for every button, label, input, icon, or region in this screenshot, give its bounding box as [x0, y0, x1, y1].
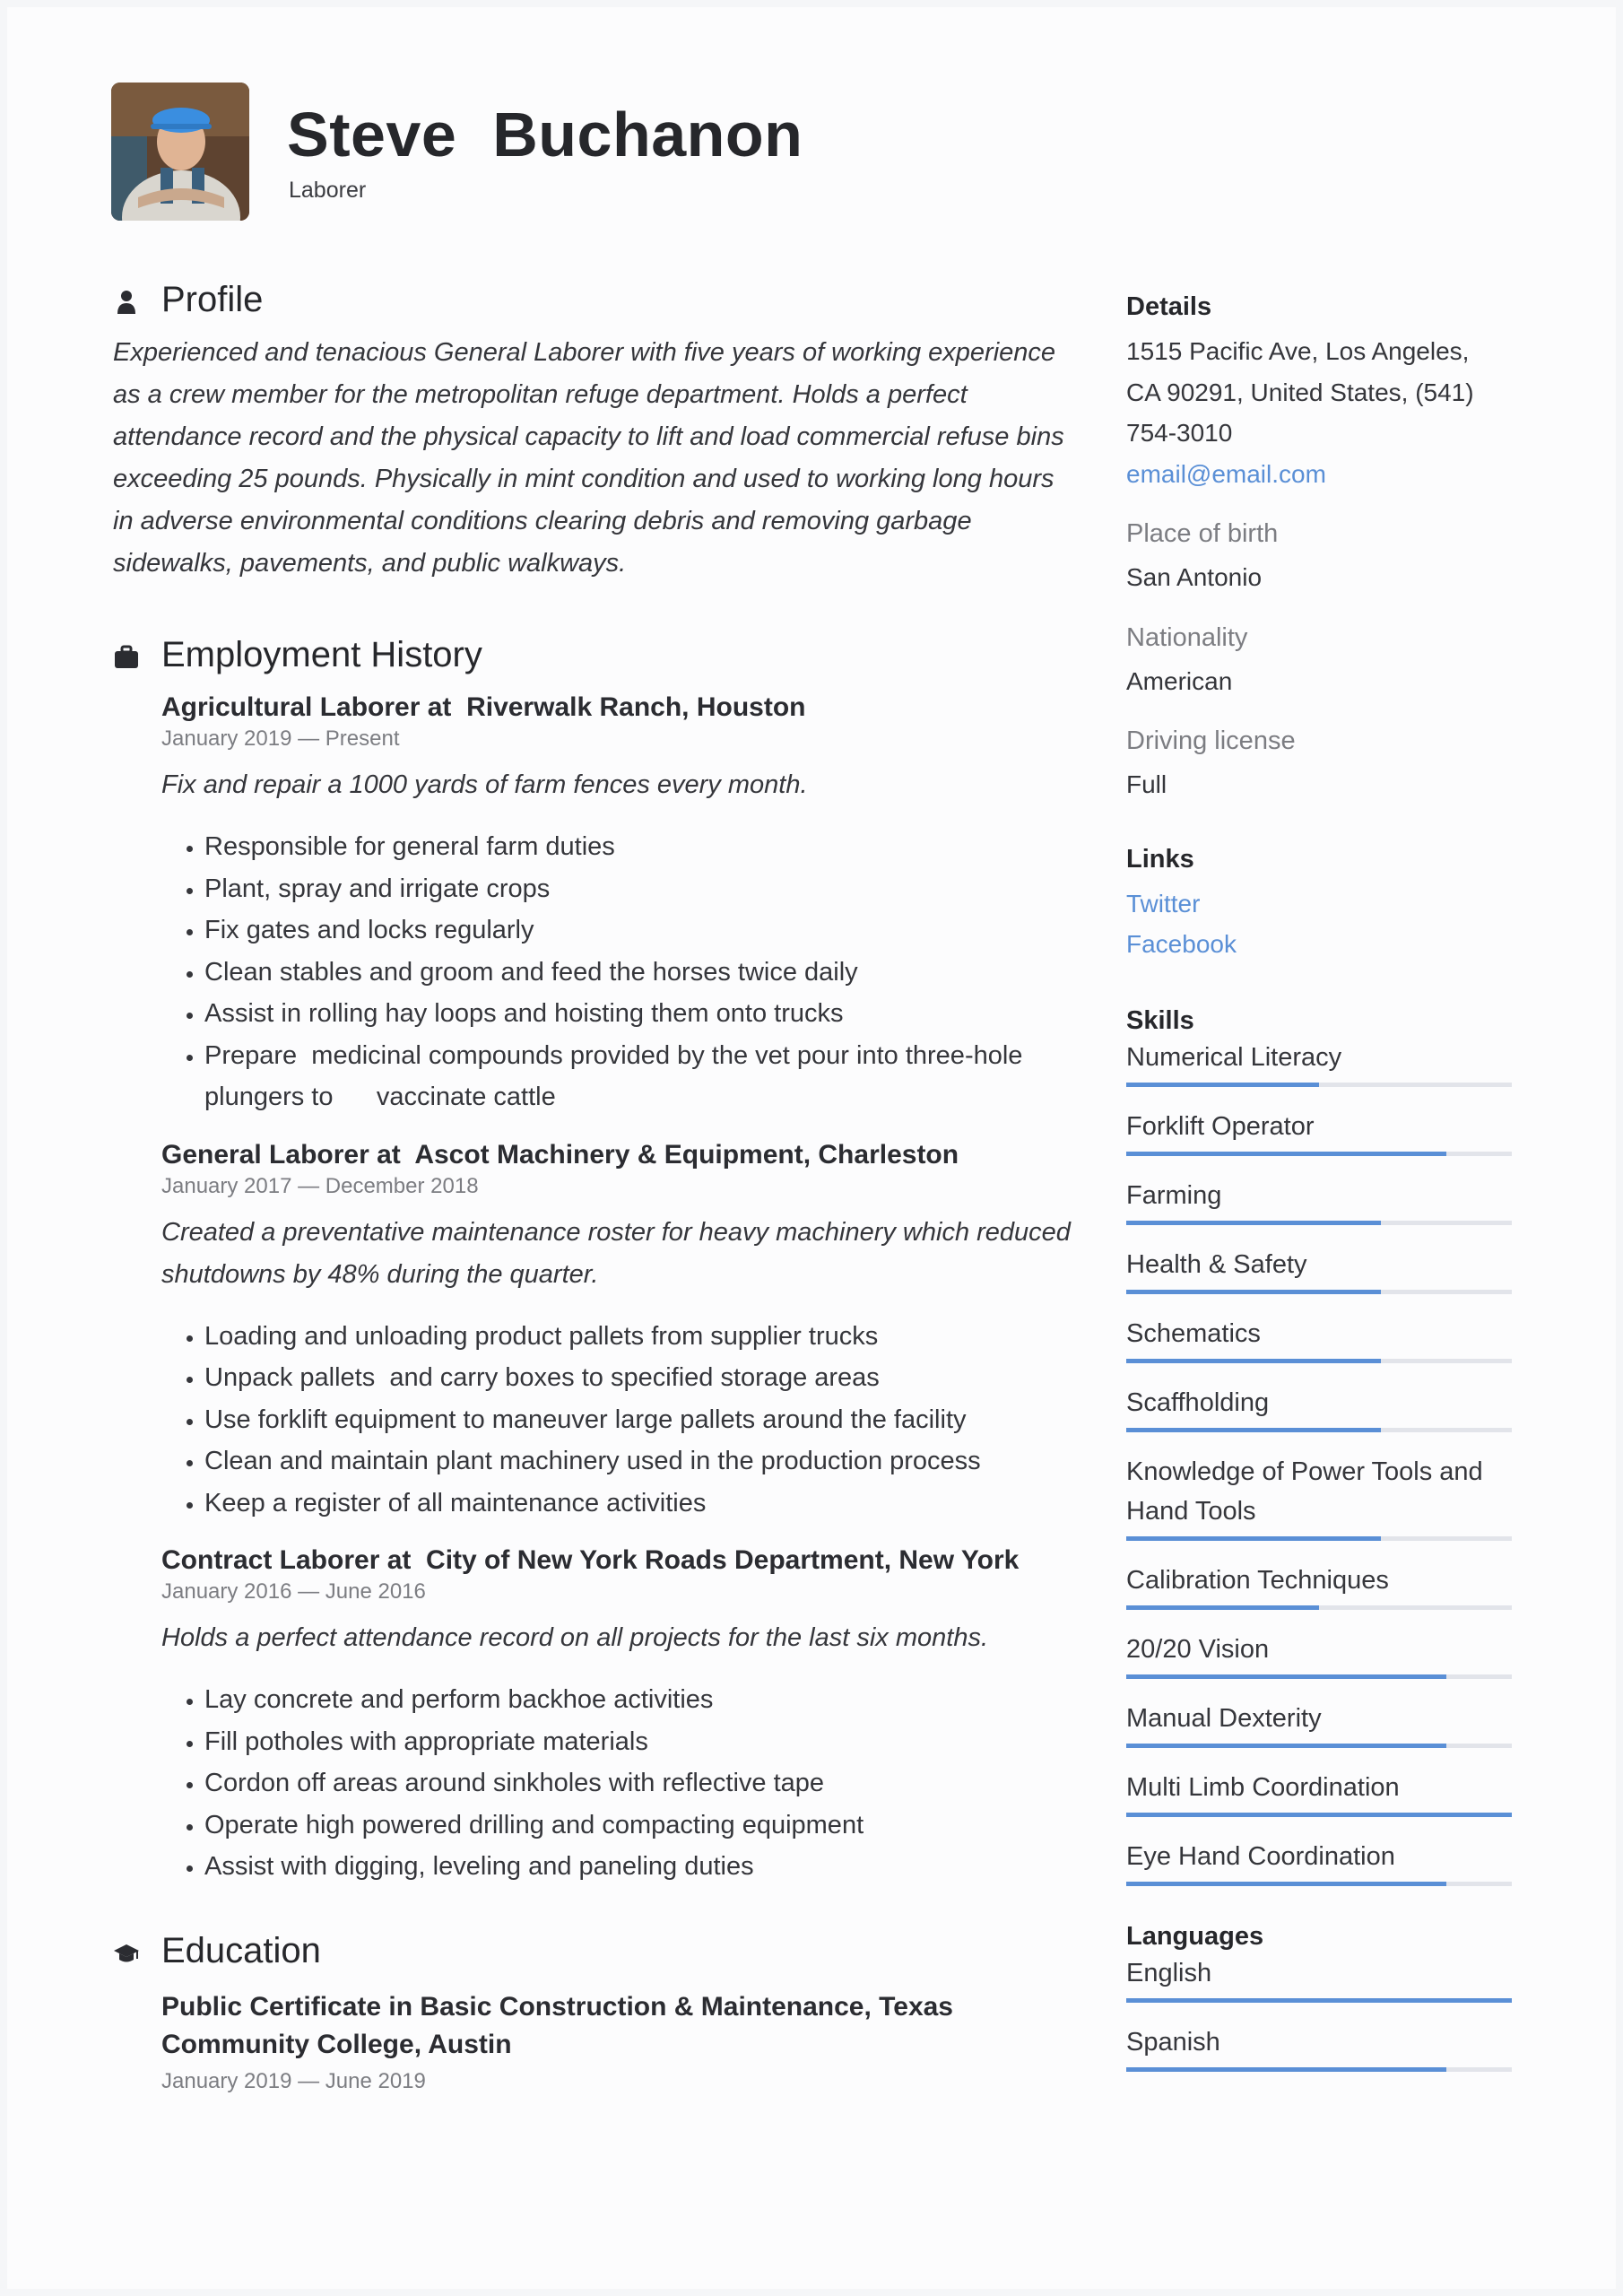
skill-item-level-track	[1126, 1674, 1512, 1679]
language-item	[1126, 1953, 1512, 2003]
languages-block	[1126, 1922, 1512, 2072]
skill-item-label: Eye Hand Coordination	[1126, 1841, 1395, 1871]
education-header	[113, 1927, 1081, 1983]
twitter-link[interactable]: Twitter	[1126, 889, 1201, 918]
job-title: General Laborer at Ascot Machinery & Equipment, Charleston	[161, 1139, 959, 1170]
details-heading: Details	[1126, 292, 1212, 321]
job-entry	[161, 1140, 1081, 1525]
last-name: Buchanon	[492, 100, 803, 170]
employment-heading: Employment History	[161, 635, 482, 674]
address-line: 1515 Pacific Ave, Los Angeles,	[1126, 337, 1470, 365]
education-entry	[161, 1988, 1081, 2094]
driving-license-label: Driving license	[1126, 726, 1296, 755]
languages-list	[1126, 1953, 1512, 2072]
nationality-label: Nationality	[1126, 622, 1248, 652]
email-link[interactable]: email@email.com	[1126, 459, 1326, 488]
job-bullet: • Use forklift equipment to maneuver large pallets around the facility	[204, 1399, 1081, 1441]
profile-section	[113, 276, 1081, 585]
skill-item	[1126, 1383, 1512, 1432]
job-bullet: • Unpack pallets and carry boxes to specified storage areas	[204, 1357, 1081, 1399]
skill-item-label: Manual Dexterity	[1126, 1703, 1322, 1733]
skill-item-level-fill	[1126, 1744, 1446, 1748]
skill-item-level-fill	[1126, 1882, 1446, 1886]
language-item-level-track	[1126, 2067, 1512, 2072]
profile-heading: Profile	[161, 280, 264, 319]
resume-page	[7, 7, 1616, 2289]
education-title: Public Certificate in Basic Construction & Maintenance, Texas Community College, Austin	[161, 1991, 953, 2059]
job-entry	[161, 692, 1081, 1118]
employment-section	[113, 631, 1081, 1888]
skill-item-level-fill	[1126, 1221, 1381, 1225]
profile-summary: Experienced and tenacious General Laborer with five years of working experience as a crew member for the metropolitan refuge department. Holds a perfect attendance record and the physical capacity to lift and load commercial refuse bins exceeding 25 pounds. Physically in mint condition and used to working long hours in adverse environmental conditions clearing debris and removing garbage sidewalks, pavements, and public walkways.	[113, 338, 1064, 578]
education-section	[113, 1927, 1081, 2094]
job-summary: Holds a perfect attendance record on all projects for the last six months.	[161, 1623, 989, 1652]
job-bullet: • Assist with digging, leveling and paneling duties	[204, 1846, 1081, 1888]
skill-item-label: Knowledge of Power Tools and Hand Tools	[1126, 1457, 1483, 1526]
skill-item	[1126, 1107, 1512, 1156]
skill-item	[1126, 1630, 1512, 1679]
job-dates: January 2017 — December 2018	[161, 1173, 479, 1198]
person-icon	[113, 289, 140, 316]
language-item-level-fill	[1126, 2067, 1446, 2072]
job-bullet: • Plant, spray and irrigate crops	[204, 868, 1081, 910]
job-bullets	[161, 826, 1081, 1118]
skill-item-label: 20/20 Vision	[1126, 1634, 1270, 1664]
language-item-level-track	[1126, 1998, 1512, 2003]
job-bullet: • Prepare medicinal compounds provided by the vet pour into three-hole plungers to vaccinate cattle	[204, 1035, 1081, 1118]
language-item-label: English	[1126, 1958, 1212, 1987]
language-item	[1126, 2022, 1512, 2072]
phone-line: 754-3010	[1126, 419, 1233, 447]
place-of-birth-label: Place of birth	[1126, 519, 1279, 548]
skill-item-level-track	[1126, 1813, 1512, 1817]
facebook-link[interactable]: Facebook	[1126, 930, 1237, 958]
skill-item-level-fill	[1126, 1428, 1381, 1432]
job-bullets	[161, 1316, 1081, 1525]
job-entry	[161, 1545, 1081, 1888]
job-bullet: • Lay concrete and perform backhoe activities	[204, 1679, 1081, 1721]
skill-item-level-track	[1126, 1359, 1512, 1363]
driving-license-value: Full	[1126, 770, 1167, 798]
job-bullet: • Fill potholes with appropriate materials	[204, 1721, 1081, 1763]
briefcase-icon	[113, 644, 140, 671]
skill-item-label: Forklift Operator	[1126, 1111, 1315, 1141]
skill-item	[1126, 1699, 1512, 1748]
address-line: CA 90291, United States, (541)	[1126, 378, 1474, 406]
job-bullet: • Assist in rolling hay loops and hoisting them onto trucks	[204, 993, 1081, 1035]
job-bullet: • Loading and unloading product pallets from supplier trucks	[204, 1316, 1081, 1358]
job-summary: Fix and repair a 1000 yards of farm fences every month.	[161, 770, 808, 799]
main-column	[113, 276, 1081, 2107]
skill-item	[1126, 1768, 1512, 1817]
job-bullet: • Fix gates and locks regularly	[204, 909, 1081, 952]
skill-item-level-fill	[1126, 1359, 1381, 1363]
profile-header	[113, 276, 1081, 332]
job-dates: January 2016 — June 2016	[161, 1579, 426, 1604]
skill-item	[1126, 1245, 1512, 1294]
candidate-name	[287, 100, 803, 170]
place-of-birth-value: San Antonio	[1126, 563, 1263, 591]
skill-item-level-track	[1126, 1536, 1512, 1541]
skill-item-level-track	[1126, 1428, 1512, 1432]
skill-item-level-track	[1126, 1744, 1512, 1748]
skill-item	[1126, 1038, 1512, 1087]
skill-item	[1126, 1561, 1512, 1610]
skill-item-level-fill	[1126, 1813, 1512, 1817]
job-bullet: • Responsible for general farm duties	[204, 826, 1081, 868]
languages-heading: Languages	[1126, 1921, 1264, 1951]
job-bullet: • Clean stables and groom and feed the horses twice daily	[204, 952, 1081, 994]
job-bullet: • Clean and maintain plant machinery used in the production process	[204, 1440, 1081, 1483]
side-column	[1126, 292, 1512, 2092]
skill-item-label: Scaffholding	[1126, 1387, 1270, 1417]
skills-heading: Skills	[1126, 1005, 1194, 1035]
job-bullets	[161, 1679, 1081, 1888]
skill-item-level-fill	[1126, 1605, 1319, 1610]
skill-item-label: Health & Safety	[1126, 1249, 1307, 1279]
skill-item-label: Multi Limb Coordination	[1126, 1772, 1400, 1802]
skill-item-level-track	[1126, 1221, 1512, 1225]
candidate-job-title: Laborer	[289, 178, 367, 203]
education-dates: January 2019 — June 2019	[161, 2068, 426, 2093]
employment-header	[113, 631, 1081, 687]
skill-item-level-fill	[1126, 1536, 1381, 1541]
skill-item-level-fill	[1126, 1152, 1446, 1156]
skill-item-label: Farming	[1126, 1180, 1222, 1210]
skill-item-level-fill	[1126, 1674, 1446, 1679]
language-item-level-fill	[1126, 1998, 1512, 2003]
skill-item	[1126, 1314, 1512, 1363]
skill-item-label: Schematics	[1126, 1318, 1261, 1348]
skill-item-level-track	[1126, 1882, 1512, 1886]
skill-item-level-fill	[1126, 1290, 1381, 1294]
skill-item-level-track	[1126, 1083, 1512, 1087]
links-heading: Links	[1126, 844, 1194, 874]
skill-item-level-track	[1126, 1152, 1512, 1156]
skill-item	[1126, 1176, 1512, 1225]
links-block	[1126, 845, 1512, 965]
job-title: Contract Laborer at City of New York Roads Department, New York	[161, 1545, 1020, 1575]
job-title: Agricultural Laborer at Riverwalk Ranch, Houston	[161, 692, 806, 722]
job-bullet: • Cordon off areas around sinkholes with reflective tape	[204, 1762, 1081, 1805]
skill-item	[1126, 1837, 1512, 1886]
avatar	[111, 83, 249, 221]
education-heading: Education	[161, 1930, 321, 1970]
language-item-label: Spanish	[1126, 2027, 1220, 2057]
skill-item-level-track	[1126, 1290, 1512, 1294]
first-name: Steve	[287, 100, 457, 170]
graduation-cap-icon	[113, 1940, 140, 1967]
details-block	[1126, 292, 1512, 805]
skill-item	[1126, 1452, 1512, 1541]
job-dates: January 2019 — Present	[161, 726, 400, 751]
skill-item-label: Numerical Literacy	[1126, 1042, 1342, 1072]
skill-item-level-fill	[1126, 1083, 1319, 1087]
skills-block	[1126, 1006, 1512, 1886]
job-bullet: • Keep a register of all maintenance activities	[204, 1483, 1081, 1525]
nationality-value: American	[1126, 666, 1233, 695]
avatar-photo	[111, 83, 249, 221]
skill-item-label: Calibration Techniques	[1126, 1565, 1389, 1595]
skills-list	[1126, 1038, 1512, 1886]
skill-item-level-track	[1126, 1605, 1512, 1610]
job-bullet: • Operate high powered drilling and compacting equipment	[204, 1805, 1081, 1847]
job-summary: Created a preventative maintenance roster for heavy machinery which reduced shutdowns by 48% during the quarter.	[161, 1217, 1071, 1289]
